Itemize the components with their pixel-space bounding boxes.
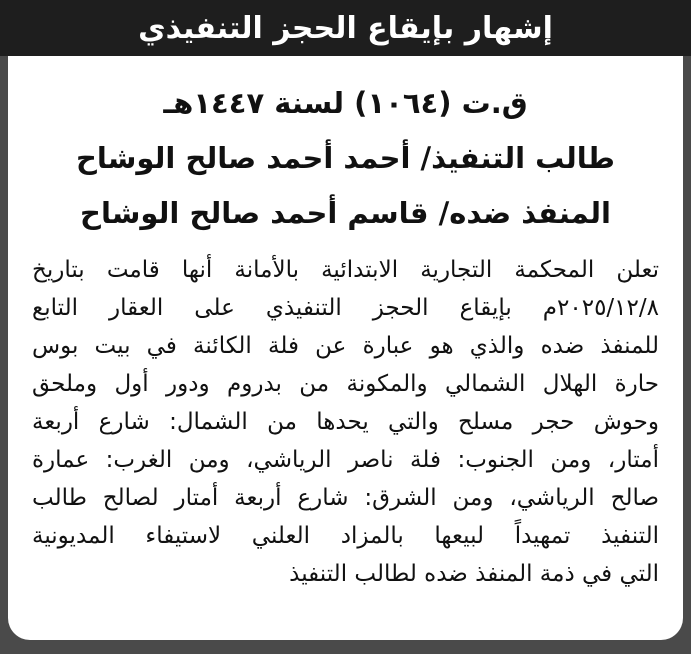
body-line: للمنفذ ضده والذي هو عبارة عن فلة الكائنة في بيت بوس: [32, 333, 659, 359]
body-line: التنفيذ تمهيداً لبيعها بالمزاد العلني لاستيفاء المديونية: [32, 523, 659, 549]
notice-title-banner: [0, 0, 691, 56]
body-line: تعلن المحكمة التجارية الابتدائية بالأمانة أنها قامت بتاريخ: [32, 257, 659, 283]
applicant: طالب التنفيذ/ أحمد أحمد صالح الوشاح: [76, 141, 615, 175]
body-line: التي في ذمة المنفذ ضده لطالب التنفيذ: [289, 561, 659, 587]
respondent: المنفذ ضده/ قاسم أحمد صالح الوشاح: [80, 196, 611, 230]
body-line: حارة الهلال الشمالي والمكونة من بدروم ودور أول وملحق: [32, 371, 659, 397]
notice-card: [8, 56, 683, 640]
body-line: ٢٠٢٥/١٢/٨م بإيقاع الحجز التنفيذي على العقار التابع: [32, 295, 659, 321]
body-line: صالح الرياشي، ومن الشرق: شارع أربعة أمتار لصالح طالب: [32, 485, 659, 511]
body-line: أمتار، ومن الجنوب: فلة ناصر الرياشي، ومن الغرب: عمارة: [32, 447, 659, 473]
case-number: ق.ت (١٠٦٤) لسنة ١٤٤٧هـ: [163, 86, 528, 120]
notice-title: إشهار بإيقاع الحجز التنفيذي: [138, 10, 553, 46]
body-line: وحوش حجر مسلح والتي يحدها من الشمال: شارع أربعة: [32, 409, 659, 435]
notice-body: [32, 251, 659, 593]
